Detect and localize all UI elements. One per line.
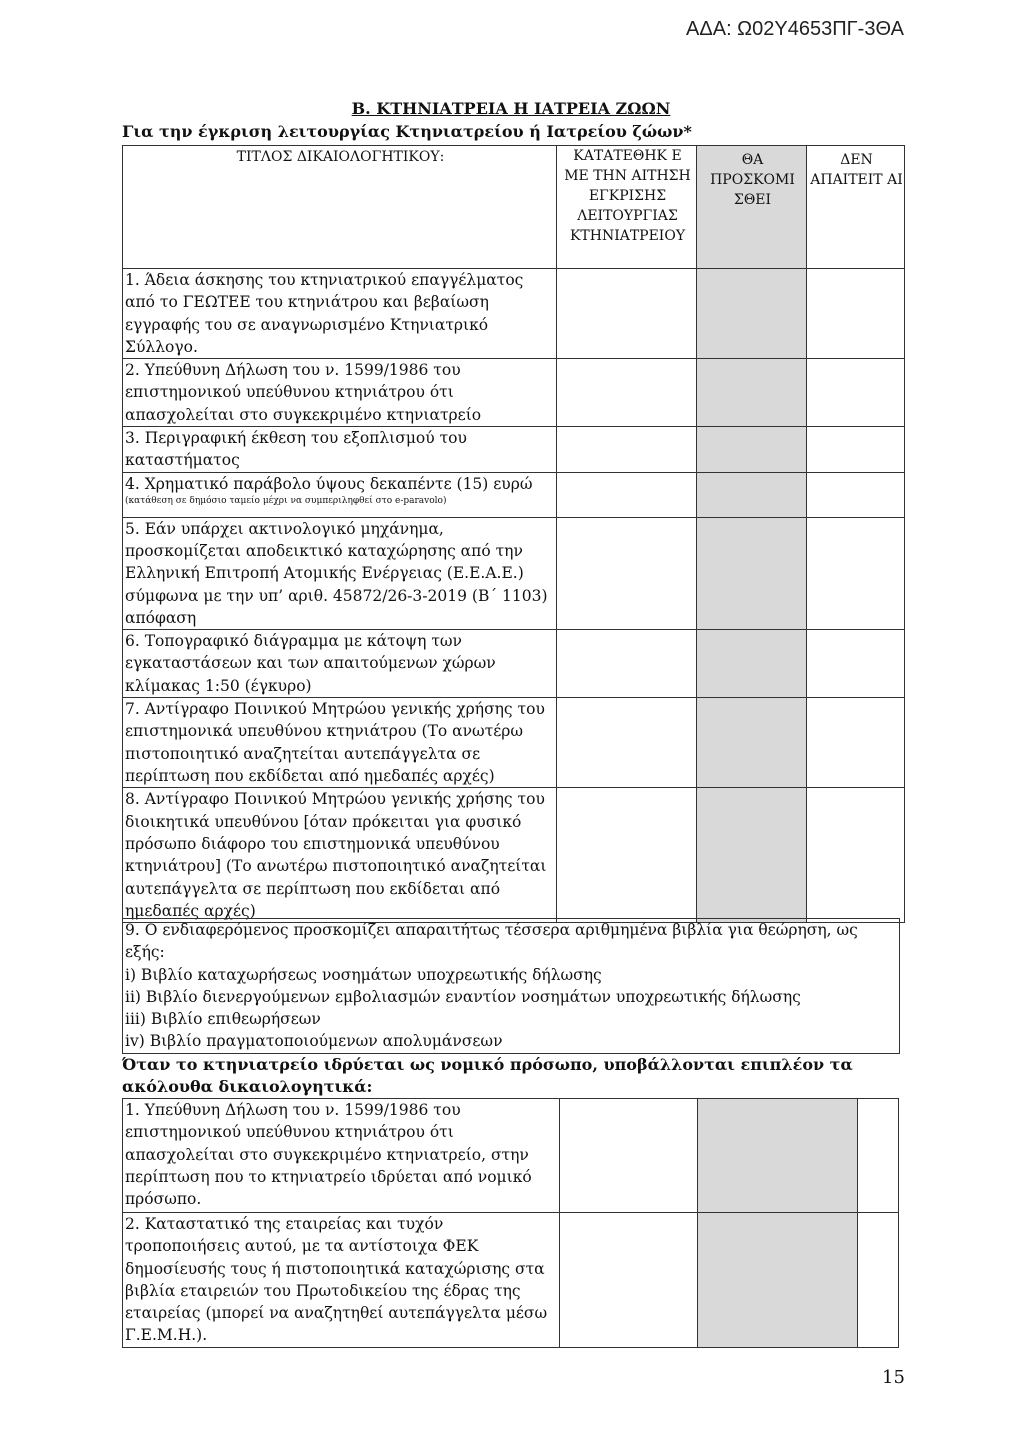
item-text: 4. Χρηματικό παράβολο ύψους δεκαπέντε (15) ευρώ	[125, 474, 533, 493]
checkbox-submitted[interactable]	[560, 1099, 698, 1213]
table-row	[123, 359, 905, 427]
checkbox-will-submit[interactable]	[697, 517, 807, 629]
checkbox-will-submit[interactable]	[697, 788, 807, 923]
book-item: i) Βιβλίο καταχωρήσεως νοσημάτων υποχρεωτικής δήλωσης	[125, 965, 602, 984]
section-title: Β. ΚΤΗΝΙΑΤΡΕΙΑ Η ΙΑΤΡΕΙΑ ΖΩΩΝ	[351, 99, 671, 118]
requirements-table	[122, 145, 905, 923]
legal-entity-table	[122, 1098, 899, 1348]
checkbox-not-required[interactable]	[807, 359, 905, 427]
checkbox-submitted[interactable]	[557, 472, 697, 517]
checkbox-will-submit[interactable]	[697, 472, 807, 517]
item-text: 6. Τοπογραφικό διάγραμμα με κάτοψη των εγκαταστάσεων και των απαιτούμενων χώρων κλίμακας 1:50 (έγκυρο)	[123, 630, 557, 698]
checkbox-will-submit[interactable]	[697, 630, 807, 698]
item-text: 2. Καταστατικό της εταιρείας και τυχόν τροποποιήσεις αυτού, με τα αντίστοιχα ΦΕΚ δημοσίευσής τους ή πιστοποιητικά καταχώρισης στα βιβλία εταιρειών του Πρωτοδικείου της έδρας της εταιρείας (μπορεί να αναζητηθεί αυτεπάγγελτα μέσω Γ.Ε.Μ.Η.).	[123, 1213, 560, 1348]
book-item: ii) Βιβλίο διενεργούμενων εμβολιασμών εναντίον νοσημάτων υποχρεωτικής δήλωσης	[125, 987, 801, 1006]
checkbox-submitted[interactable]	[557, 269, 697, 359]
checkbox-submitted[interactable]	[557, 359, 697, 427]
checkbox-not-required[interactable]	[807, 698, 905, 788]
checkbox-submitted[interactable]	[557, 698, 697, 788]
table-header-row	[123, 146, 905, 269]
checkbox-submitted[interactable]	[557, 427, 697, 473]
table-row	[123, 1099, 899, 1213]
table-row	[123, 788, 905, 923]
checkbox-submitted[interactable]	[557, 517, 697, 629]
item-text: 5. Εάν υπάρχει ακτινολογικό μηχάνημα, προσκομίζεται αποδεικτικό καταχώρησης από την Ελληνική Επιτροπή Ατομικής Ενέργειας (Ε.Ε.Α.Ε.) σύμφωνα με την υπ’ αριθ. 45872/26-3-2019 (Β΄ 1103) απόφαση	[123, 517, 557, 629]
table-row	[123, 269, 905, 359]
checkbox-will-submit[interactable]	[698, 1213, 858, 1348]
book-item: iv) Βιβλίο πραγματοποιούμενων απολυμάνσεων	[125, 1032, 503, 1051]
ada-code: ΑΔΑ: Ω02Υ4653ΠΓ-3ΘΑ	[686, 18, 904, 40]
item-text: 3. Περιγραφική έκθεση του εξοπλισμού του καταστήματος	[123, 427, 557, 473]
checkbox-will-submit[interactable]	[698, 1099, 858, 1213]
checkbox-not-required[interactable]	[858, 1099, 899, 1213]
table-row	[123, 472, 905, 517]
item9-intro: 9. Ο ενδιαφερόμενος προσκομίζει απαραιτήτως τέσσερα αριθμημένα βιβλία για θεώρηση, ως εξής:	[125, 921, 858, 962]
checkbox-submitted[interactable]	[560, 1213, 698, 1348]
header-title: ΤΙΤΛΟΣ ΔΙΚΑΙΟΛΟΓΗΤΙΚΟΥ:	[123, 146, 557, 269]
item-text: 2. Υπεύθυνη Δήλωση του ν. 1599/1986 του επιστημονικού υπεύθυνου κτηνιάτρου ότι απασχολείται στο συγκεκριμένο κτηνιατρείο	[123, 359, 557, 427]
checkbox-not-required[interactable]	[807, 788, 905, 923]
item-text: 8. Αντίγραφο Ποινικού Μητρώου γενικής χρήσης του διοικητικά υπευθύνου [όταν πρόκειται για φυσικό πρόσωπο διάφορο του επιστημονικά υπευθύνου κτηνιάτρου] (Το ανωτέρω πιστοποιητικό αναζητείται αυτεπάγγελτα σε περίπτωση που εκδίδεται από ημεδαπές αρχές)	[123, 788, 557, 923]
checkbox-not-required[interactable]	[807, 269, 905, 359]
checkbox-submitted[interactable]	[557, 630, 697, 698]
item-text: 1. Υπεύθυνη Δήλωση του ν. 1599/1986 του επιστημονικού υπεύθυνου κτηνιάτρου ότι απασχολείται στο συγκεκριμένο κτηνιατρείο, στην περίπτωση που το κτηνιατρείο ιδρύεται από νομικό πρόσωπο.	[123, 1099, 560, 1213]
header-will-submit: ΘΑ ΠΡΟΣΚΟΜΙ ΣΘΕΙ	[697, 146, 807, 269]
table-row	[123, 517, 905, 629]
checkbox-not-required[interactable]	[807, 472, 905, 517]
page-number: 15	[882, 1367, 905, 1388]
checkbox-will-submit[interactable]	[697, 427, 807, 473]
item9-table	[122, 918, 900, 1054]
item-text: 7. Αντίγραφο Ποινικού Μητρώου γενικής χρήσης του επιστημονικά υπευθύνου κτηνιάτρου (Το ανωτέρω πιστοποιητικό αναζητείται αυτεπάγγελτα σε περίπτωση που εκδίδεται από ημεδαπές αρχές)	[123, 698, 557, 788]
table-row	[123, 698, 905, 788]
checkbox-will-submit[interactable]	[697, 698, 807, 788]
table-row	[123, 630, 905, 698]
checkbox-not-required[interactable]	[807, 630, 905, 698]
header-not-required: ΔΕΝ ΑΠΑΙΤΕΙΤ ΑΙ	[807, 146, 905, 269]
item9-cell	[123, 919, 900, 1054]
table-row	[123, 427, 905, 473]
checkbox-not-required[interactable]	[807, 517, 905, 629]
checkbox-will-submit[interactable]	[697, 269, 807, 359]
item-cell	[123, 472, 557, 517]
checkbox-submitted[interactable]	[557, 788, 697, 923]
checkbox-will-submit[interactable]	[697, 359, 807, 427]
checkbox-not-required[interactable]	[807, 427, 905, 473]
header-submitted: ΚΑΤΑΤΕΘΗΚ Ε ΜΕ ΤΗΝ ΑΙΤΗΣΗ ΕΓΚΡΙΣΗΣ ΛΕΙΤΟΥΡΓΙΑΣ ΚΤΗΝΙΑΤΡΕΙΟΥ	[557, 146, 697, 269]
item-text: 1. Άδεια άσκησης του κτηνιατρικού επαγγέλματος από το ΓΕΩΤΕΕ του κτηνιάτρου και βεβαίωση εγγραφής του σε αναγνωρισμένο Κτηνιατρικό Σύλλογο.	[123, 269, 557, 359]
legal-entity-title: Όταν το κτηνιατρείο ιδρύεται ως νομικό πρόσωπο, υποβάλλονται επιπλέον τα ακόλουθα δικαιολογητικά:	[122, 1055, 853, 1096]
subtitle: Για την έγκριση λειτουργίας Κτηνιατρείου ή Ιατρείου ζώων*	[122, 122, 692, 141]
table-row	[123, 1213, 899, 1348]
checkbox-not-required[interactable]	[858, 1213, 899, 1348]
book-item: iii) Βιβλίο επιθεωρήσεων	[125, 1010, 321, 1029]
item-note: (κατάθεση σε δημόσιο ταμείο μέχρι να συμπεριληφθεί στο e-paravolo)	[125, 495, 447, 506]
